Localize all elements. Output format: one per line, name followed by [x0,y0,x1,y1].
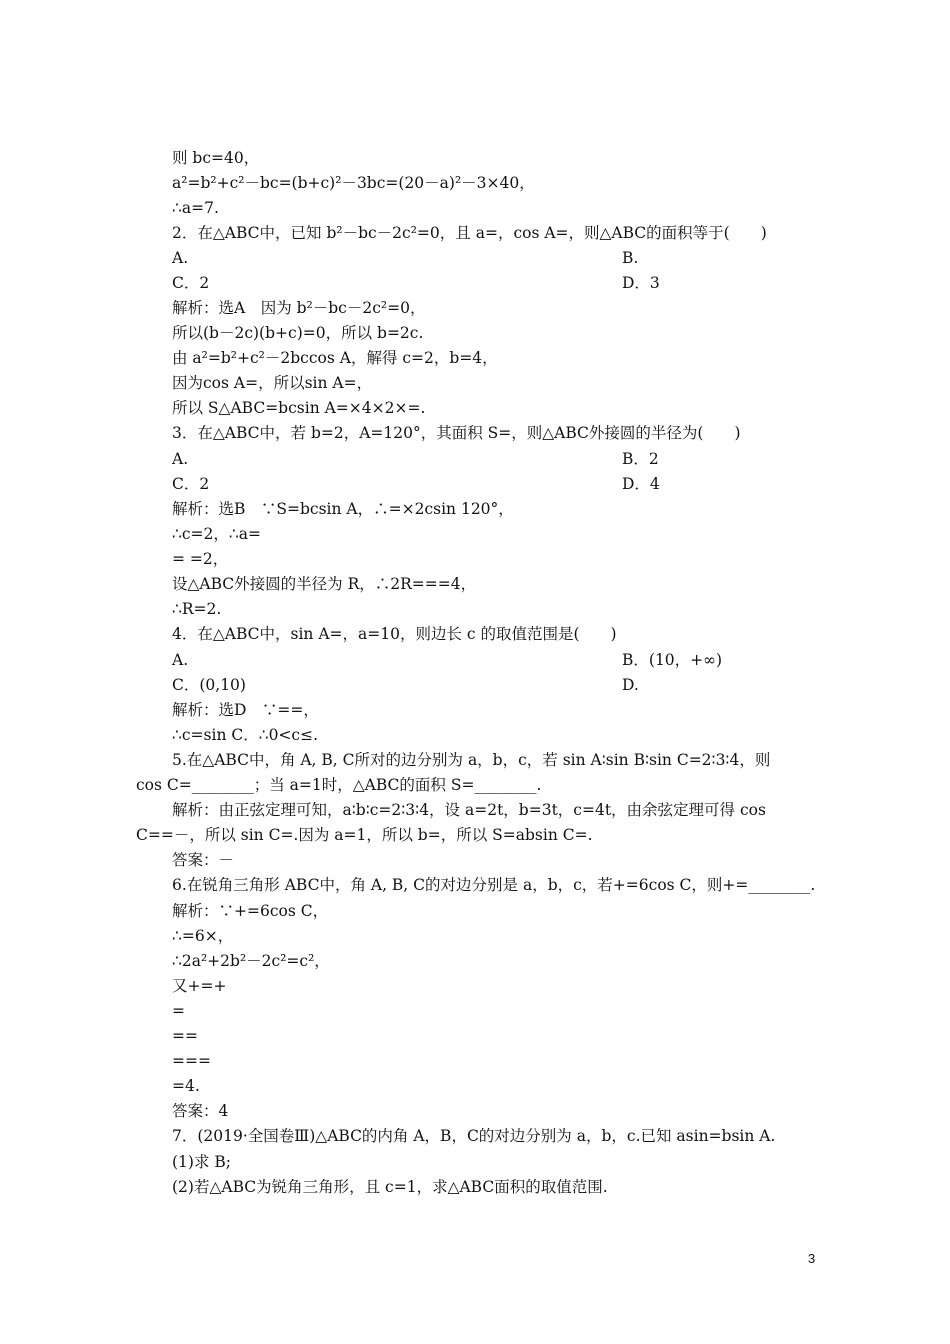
option-row [172,649,723,671]
text-line: ∴a=7. [172,199,219,217]
text-line: 因为cos A=，所以sin A=， [172,374,373,392]
option-a: A. [172,450,189,468]
text-line: ∴2a²+2b²－2c²=c²， [172,952,330,970]
option-a: A. [172,249,189,267]
text-line: ∴=6×， [172,927,234,945]
question-4: 4．在△ABC中，sin A=，a=10，则边长 c 的取值范围是( ) [172,625,617,643]
text-line: a²=b²+c²－bc=(b+c)²－3bc=(20－a)²－3×40， [172,174,535,192]
answer-line: 答案：－ [172,851,235,869]
text-line: 解析：选D ∵==， [172,701,319,719]
text-line: 由 a²=b²+c²－2bccos A，解得 c=2，b=4， [172,349,498,367]
text-line: 解析：∵+=6cos C， [172,902,329,920]
text-line: == [172,1027,198,1045]
page-number: 3 [808,1251,816,1266]
question-7: 7．(2019·全国卷Ⅲ)△ABC的内角 A，B，C的对边分别为 a，b，c.已知 asin=bsin A. [172,1127,776,1145]
text-line: 解析：由正弦定理可知，a∶b∶c=2∶3∶4，设 a=2t，b=3t，c=4t，由余弦定理可得 cos [172,801,766,819]
option-c: C．(0,10) [172,676,246,694]
option-row [172,448,659,470]
option-d: D. [622,676,639,694]
text-line: ∴c=2，∴a= [172,525,261,543]
option-d: D．4 [622,475,660,493]
option-row [172,674,639,696]
text-line: cos C=________；当 a=1时，△ABC的面积 S=________. [136,776,542,794]
text-line: = =2， [172,550,229,568]
text-line: 解析：选A 因为 b²－bc－2c²=0， [172,299,426,317]
question-3: 3．在△ABC中，若 b=2，A=120°，其面积 S=，则△ABC外接圆的半径为( ) [172,424,741,442]
option-c: C．2 [172,274,210,292]
text-line: 设△ABC外接圆的半径为 R，∴2R===4， [172,575,477,593]
text-line: 又+=+ [172,977,227,995]
text-line: (2)若△ABC为锐角三角形，且 c=1，求△ABC面积的取值范围. [172,1178,608,1196]
answer-line: 答案：4 [172,1102,229,1120]
text-line: (1)求 B; [172,1153,231,1171]
option-b: B．(10，+∞) [622,651,723,669]
option-b: B．2 [622,450,659,468]
text-line: =4. [172,1077,200,1095]
option-c: C．2 [172,475,210,493]
question-5: 5.在△ABC中，角 A, B, C所对的边分别为 a，b，c，若 sin A∶sin B∶sin C=2∶3∶4，则 [172,751,771,769]
text-line: 所以 S△ABC=bcsin A=×4×2×=. [172,399,426,417]
question-2: 2．在△ABC中，已知 b²－bc－2c²=0，且 a=，cos A=，则△ABC的面积等于( ) [172,224,767,242]
option-b: B. [622,249,639,267]
text-line: 解析：选B ∵S=bcsin A，∴=×2csin 120°， [172,500,514,518]
text-line: === [172,1052,211,1070]
option-row [172,272,660,294]
option-a: A. [172,651,189,669]
text-line: ∴R=2. [172,600,222,618]
text-line: = [172,1002,185,1020]
text-line: 所以(b－2c)(b+c)=0，所以 b=2c. [172,324,424,342]
option-row [172,247,639,269]
text-line: ∴c=sin C．∴0<c≤. [172,726,319,744]
question-6: 6.在锐角三角形 ABC中，角 A, B, C的对边分别是 a，b，c，若+=6cos C，则+=________. [172,876,816,894]
option-d: D．3 [622,274,660,292]
option-row [172,473,660,495]
text-line: 则 bc=40， [172,149,260,167]
text-line: C==－，所以 sin C=.因为 a=1，所以 b=，所以 S=absin C=. [136,826,593,844]
